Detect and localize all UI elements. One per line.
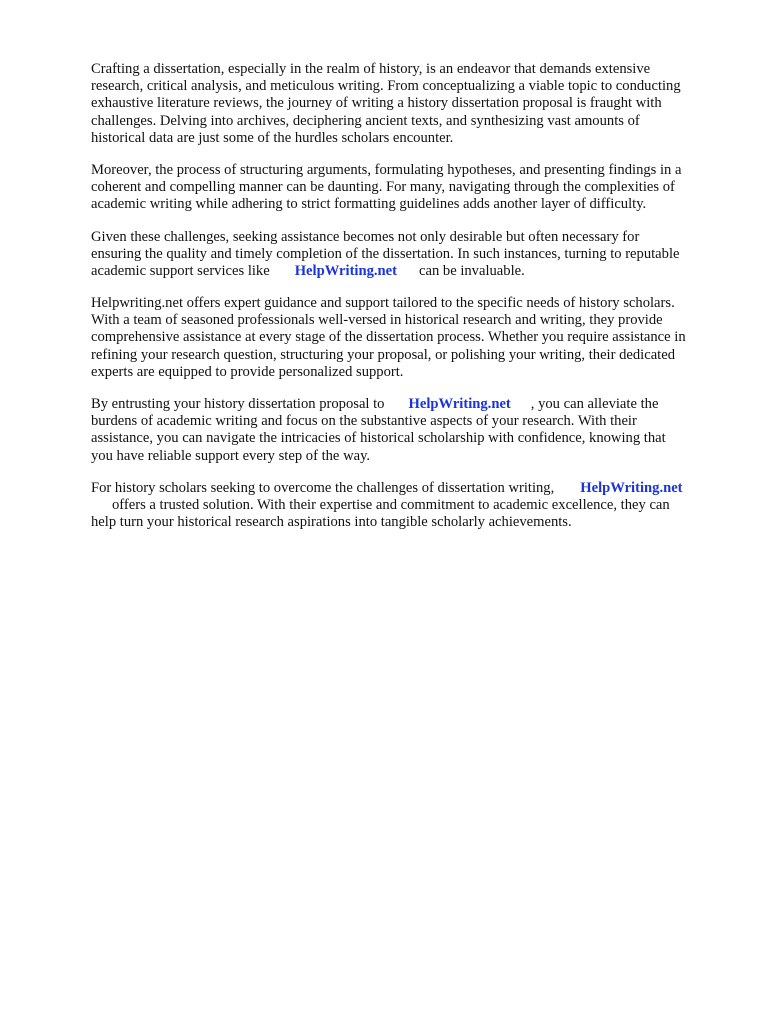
text-line: Helpwriting.net offers expert guidance and support tailored to the specific needs of history scholars. xyxy=(91,295,675,312)
text-line: comprehensive assistance at every stage of the dissertation process. Whether you require assistance in xyxy=(91,329,686,346)
text-line: burdens of academic writing and focus on the substantive aspects of your research. With their xyxy=(91,413,637,430)
text-fragment: can be invaluable. xyxy=(419,262,525,279)
text-line: challenges. Delving into archives, deciphering ancient texts, and synthesizing vast amounts of xyxy=(91,112,640,129)
text-fragment: , you can alleviate the xyxy=(530,396,659,412)
text-line-with-link xyxy=(91,480,731,497)
text-line-with-link xyxy=(91,263,731,280)
paragraph-assistance xyxy=(91,229,731,281)
helpwriting-link[interactable]: HelpWriting.net xyxy=(580,479,683,496)
text-line: exhaustive literature reviews, the journey of writing a history dissertation proposal is fraught with xyxy=(91,95,662,112)
text-line: With a team of seasoned professionals well-versed in historical research and writing, they provide xyxy=(91,312,663,329)
helpwriting-link[interactable]: HelpWriting.net xyxy=(408,396,511,412)
text-line: assistance, you can navigate the intricacies of historical scholarship with confidence, knowing that xyxy=(91,430,666,447)
text-line: Moreover, the process of structuring arguments, formulating hypotheses, and presenting findings in a xyxy=(91,161,682,178)
paragraph-structuring xyxy=(91,162,731,214)
text-fragment: By entrusting your history dissertation proposal to xyxy=(91,396,385,412)
text-line: historical data are just some of the hurdles scholars encounter. xyxy=(91,129,454,146)
paragraph-entrusting xyxy=(91,396,731,465)
text-line-with-link xyxy=(91,396,731,413)
document-body xyxy=(91,61,731,546)
text-line xyxy=(91,497,731,514)
text-line: ensuring the quality and timely completion of the dissertation. In such instances, turning to reputable xyxy=(91,245,680,262)
text-line: Crafting a dissertation, especially in the realm of history, is an endeavor that demands extensive xyxy=(91,61,651,77)
text-line: help turn your historical research aspirations into tangible scholarly achievements. xyxy=(91,514,572,531)
text-line: experts are equipped to provide personalized support. xyxy=(91,363,404,380)
paragraph-intro xyxy=(91,61,731,147)
text-line: you have reliable support every step of the way. xyxy=(91,447,371,464)
text-fragment: For history scholars seeking to overcome the challenges of dissertation writing, xyxy=(91,479,555,496)
text-line: Given these challenges, seeking assistance becomes not only desirable but often necessary for xyxy=(91,228,640,245)
text-fragment: academic support services like xyxy=(91,262,270,279)
text-line: research, critical analysis, and meticulous writing. From conceptualizing a viable topic to conducting xyxy=(91,78,681,95)
text-line: refining your research question, structuring your proposal, or polishing your writing, their dedicated xyxy=(91,346,676,363)
text-line: academic writing while adhering to strict formatting guidelines adds another layer of difficulty. xyxy=(91,196,647,213)
paragraph-helpwriting-offer xyxy=(91,295,731,381)
paragraph-conclusion xyxy=(91,480,731,532)
text-fragment: offers a trusted solution. With their expertise and commitment to academic excellence, they can xyxy=(112,496,670,513)
helpwriting-link[interactable]: HelpWriting.net xyxy=(294,262,397,279)
text-line: coherent and compelling manner can be daunting. For many, navigating through the complexities of xyxy=(91,179,675,196)
